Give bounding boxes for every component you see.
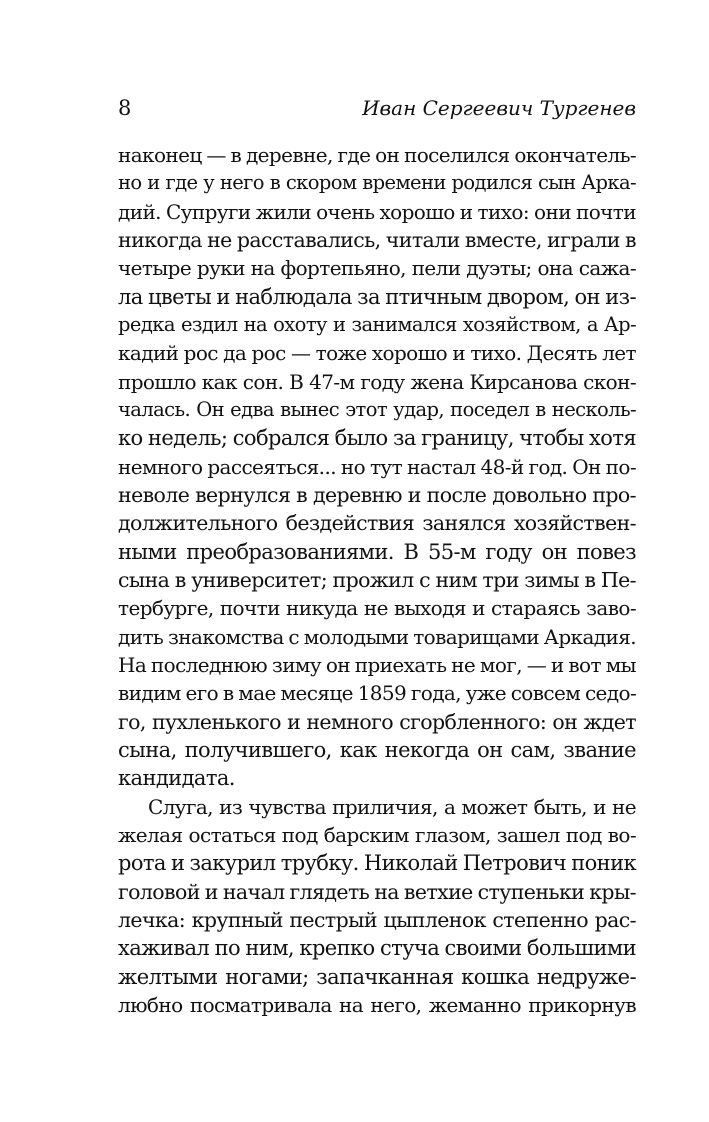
paragraph-2 — [118, 793, 636, 1020]
text-line: сына, получившего, как некогда он сам, звание — [118, 737, 636, 762]
text-line: ными преобразованиями. В 55-м году он повез — [118, 539, 636, 564]
text-line: го, пухленького и немного сгорбленного: он ждет — [118, 709, 636, 734]
text-line: желтыми ногами; запачканная кошка недруже- — [118, 964, 636, 989]
text-line: но и где у него в скором времени родился сын Арка- — [118, 171, 636, 195]
text-line: сына в университет; прожил с ним три зимы в Пе- — [118, 567, 636, 592]
text-line: неволе вернулся в деревню и после довольно про- — [118, 482, 636, 507]
text-line: желая остаться под барским глазом, зашел под во- — [118, 822, 636, 847]
text-line: хаживал по ним, крепко стуча своими большими — [118, 936, 636, 961]
page-number: 8 — [118, 96, 132, 120]
text-line: любно посматривала на него, жеманно прикорнув — [118, 992, 636, 1017]
text-line: редка ездил на охоту и занимался хозяйством, а Ар- — [118, 312, 636, 336]
text-line: ла цветы и наблюдала за птичным двором, он из- — [118, 284, 636, 309]
text-line: немного рассеяться... но тут настал 48-й год. Он по- — [118, 454, 636, 479]
text-line: ко недель; собрался было за границу, чтобы хотя — [118, 426, 636, 451]
text-line: дий. Супруги жили очень хорошо и тихо: они почти — [118, 199, 636, 224]
paragraph-1 — [118, 141, 636, 793]
running-head — [118, 94, 636, 122]
text-line: должительного бездействия занялся хозяйствен- — [118, 511, 636, 536]
text-line: видим его в мае месяце 1859 года, уже совсем седо- — [118, 681, 637, 706]
text-line: головой и начал глядеть на ветхие ступеньки кры- — [118, 879, 636, 904]
text-line: тербурге, почти никуда не выходя и стараясь заво- — [118, 596, 636, 621]
text-line: четыре руки на фортепьяно, пели дуэты; она сажа- — [118, 256, 636, 281]
text-line: кандидата. — [118, 766, 235, 791]
text-line: наконец — в деревне, где он поселился окончатель- — [118, 143, 637, 167]
text-line: никогда не расставались, читали вместе, играли в — [118, 227, 636, 252]
text-line: дить знакомства с молодыми товарищами Аркадия. — [118, 624, 636, 649]
text-line: Слуга, из чувства приличия, а может быть, и не — [148, 794, 636, 819]
text-line: кадий рос да рос — тоже хорошо и тихо. Десять лет — [118, 341, 636, 366]
running-title: Иван Сергеевич Тургенев — [362, 96, 636, 120]
text-line: чалась. Он едва вынес этот удар, поседел в несколь- — [118, 397, 636, 421]
text-line: рота и закурил трубку. Николай Петрович поник — [118, 851, 636, 876]
body-text — [118, 141, 636, 1019]
text-line: На последнюю зиму он приехать не мог, — и вот мы — [118, 652, 636, 677]
text-line: лечка: крупный пестрый цыпленок степенно рас- — [118, 907, 636, 932]
text-line: прошло как сон. В 47-м году жена Кирсанова скон- — [118, 369, 636, 394]
